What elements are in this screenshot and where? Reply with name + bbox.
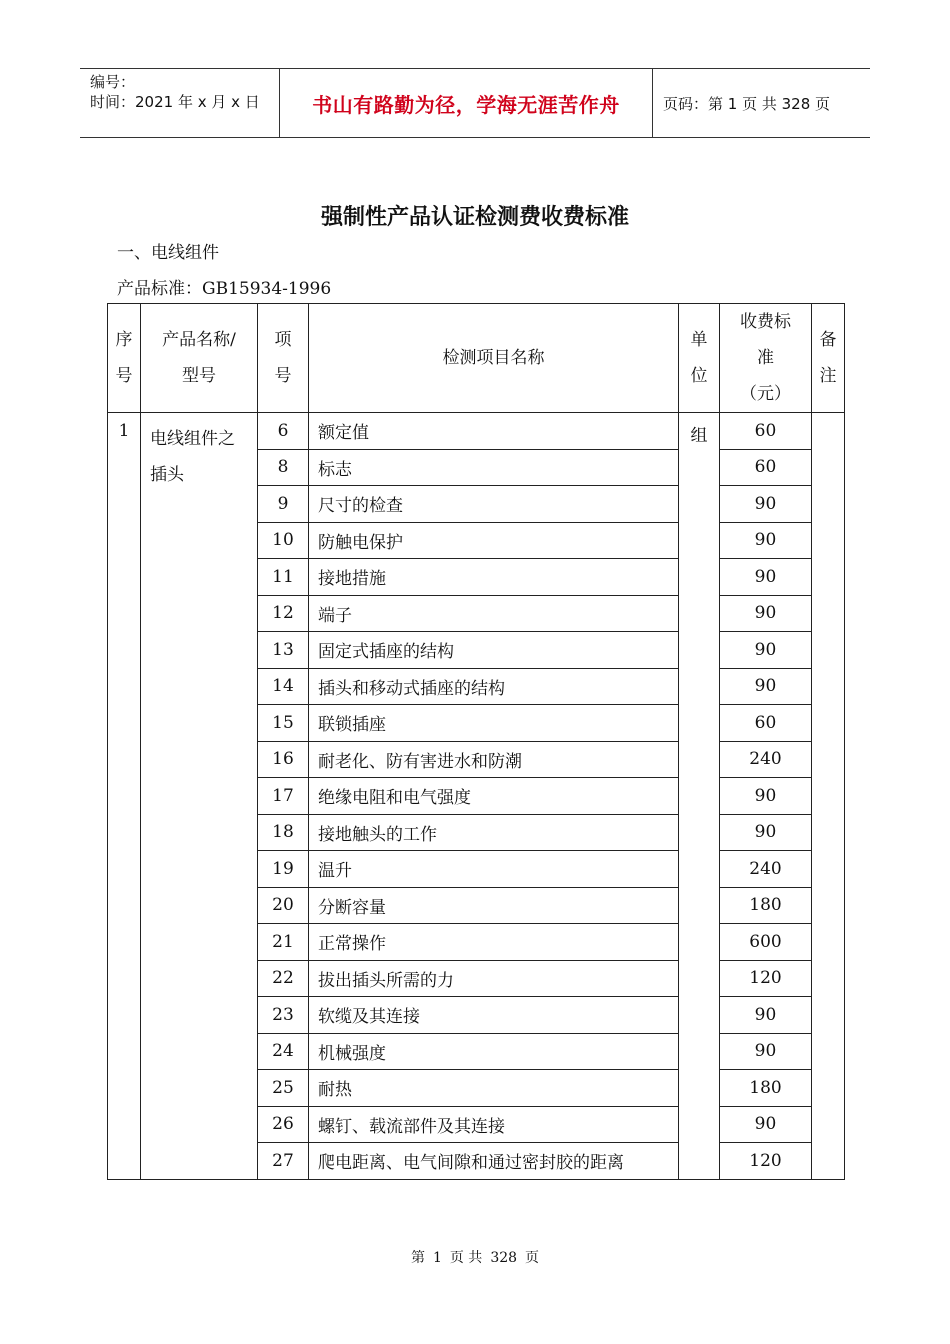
item-number: 20 [258, 887, 309, 924]
item-number: 10 [258, 522, 309, 559]
fee-value: 60 [720, 449, 812, 486]
item-number: 14 [258, 668, 309, 705]
header-remark: 备 注 [812, 304, 845, 413]
fee-value: 90 [720, 559, 812, 596]
test-item-name: 接地措施 [309, 559, 679, 596]
test-item-name: 耐老化、防有害进水和防潮 [309, 741, 679, 778]
fee-value: 90 [720, 522, 812, 559]
document-title: 强制性产品认证检测费收费标准 [320, 205, 629, 230]
group-product-name: 电线组件之 插头 [141, 413, 258, 1180]
item-number: 11 [258, 559, 309, 596]
footer-page-number: 1 [432, 1250, 442, 1266]
test-item-name: 防触电保护 [309, 522, 679, 559]
fee-value: 90 [720, 778, 812, 815]
time-label: 时间：2021 年 x 月 x 日 [90, 93, 260, 111]
group-seq: 1 [108, 413, 141, 1180]
product-standard: 产品标准：GB15934-1996 [117, 279, 332, 299]
test-item-name: 尺寸的检查 [309, 486, 679, 523]
header-fee: 收费标 准 （元） [720, 304, 812, 413]
item-number: 15 [258, 705, 309, 742]
test-item-name: 插头和移动式插座的结构 [309, 668, 679, 705]
item-number: 22 [258, 960, 309, 997]
header-unit: 单 位 [679, 304, 720, 413]
fee-value: 60 [720, 413, 812, 450]
test-item-name: 固定式插座的结构 [309, 632, 679, 669]
group-unit: 组 [679, 413, 720, 1180]
item-number: 26 [258, 1106, 309, 1143]
fee-value: 90 [720, 632, 812, 669]
item-number: 8 [258, 449, 309, 486]
test-item-name: 机械强度 [309, 1033, 679, 1070]
header-page-info: 页码：第 1 页 共 328 页 [663, 94, 831, 113]
fee-value: 240 [720, 851, 812, 888]
fee-value: 90 [720, 1033, 812, 1070]
fee-value: 120 [720, 1143, 812, 1180]
serial-label: 编号： [90, 73, 136, 91]
test-item-name: 联锁插座 [309, 705, 679, 742]
test-item-name: 耐热 [309, 1070, 679, 1107]
fee-value: 600 [720, 924, 812, 961]
test-item-name: 分断容量 [309, 887, 679, 924]
item-number: 17 [258, 778, 309, 815]
item-number: 25 [258, 1070, 309, 1107]
item-number: 27 [258, 1143, 309, 1180]
test-item-name: 爬电距离、电气间隙和通过密封胶的距离 [309, 1143, 679, 1180]
table-body [108, 413, 845, 1180]
item-number: 12 [258, 595, 309, 632]
test-item-name: 端子 [309, 595, 679, 632]
footer-total-pages: 328 [490, 1250, 518, 1266]
item-number: 9 [258, 486, 309, 523]
test-item-name: 拔出插头所需的力 [309, 960, 679, 997]
group-remark [812, 413, 845, 1180]
item-number: 16 [258, 741, 309, 778]
fee-table [107, 303, 845, 1180]
header-test-name: 检测项目名称 [309, 304, 679, 413]
header-seq: 序 号 [108, 304, 141, 413]
item-number: 19 [258, 851, 309, 888]
test-item-name: 软缆及其连接 [309, 997, 679, 1034]
fee-value: 120 [720, 960, 812, 997]
page-header [80, 68, 870, 138]
header-product: 产品名称/ 型号 [141, 304, 258, 413]
fee-value: 240 [720, 741, 812, 778]
item-number: 6 [258, 413, 309, 450]
fee-value: 90 [720, 1106, 812, 1143]
fee-value: 90 [720, 668, 812, 705]
fee-value: 90 [720, 814, 812, 851]
test-item-name: 绝缘电阻和电气强度 [309, 778, 679, 815]
item-number: 24 [258, 1033, 309, 1070]
fee-value: 180 [720, 1070, 812, 1107]
fee-value: 90 [720, 997, 812, 1034]
item-number: 18 [258, 814, 309, 851]
fee-value: 90 [720, 486, 812, 523]
item-number: 23 [258, 997, 309, 1034]
test-item-name: 额定值 [309, 413, 679, 450]
fee-value: 90 [720, 595, 812, 632]
fee-value: 60 [720, 705, 812, 742]
section-heading: 一、电线组件 [117, 243, 219, 263]
test-item-name: 温升 [309, 851, 679, 888]
table-header-row [108, 304, 845, 413]
item-number: 21 [258, 924, 309, 961]
header-meta [80, 69, 280, 137]
test-item-name: 螺钉、载流部件及其连接 [309, 1106, 679, 1143]
header-item-no: 项 号 [258, 304, 309, 413]
table-row [108, 413, 845, 450]
header-motto: 书山有路勤为径，学海无涯苦作舟 [280, 69, 653, 137]
test-item-name: 接地触头的工作 [309, 814, 679, 851]
test-item-name: 标志 [309, 449, 679, 486]
page-footer: 第 1 页 共 328 页 [410, 1250, 540, 1266]
test-item-name: 正常操作 [309, 924, 679, 961]
fee-value: 180 [720, 887, 812, 924]
item-number: 13 [258, 632, 309, 669]
